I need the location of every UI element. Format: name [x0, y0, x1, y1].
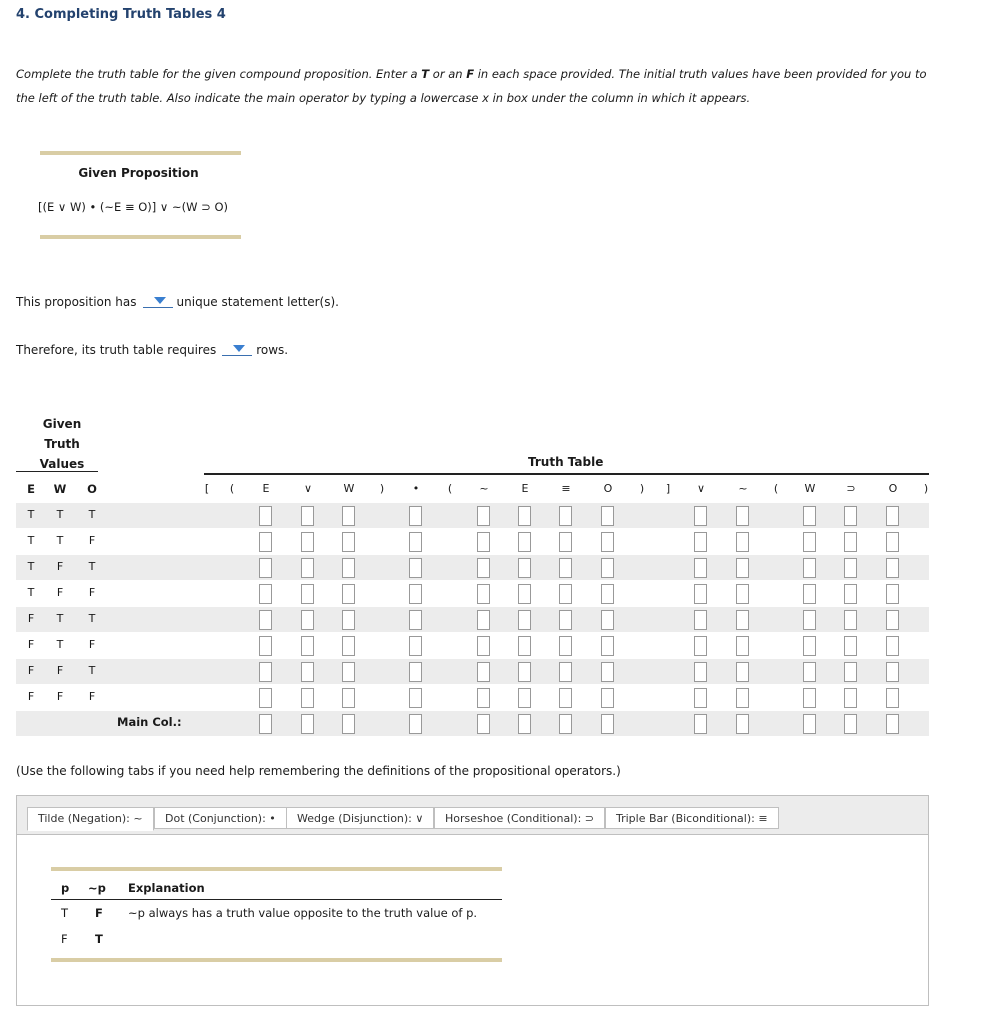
truth-value-input[interactable]: [259, 636, 272, 656]
truth-value-input[interactable]: [601, 636, 614, 656]
given-value: T: [27, 586, 35, 599]
truth-value-input[interactable]: [886, 636, 899, 656]
truth-value-input[interactable]: [803, 584, 816, 604]
truth-value-input[interactable]: [342, 636, 355, 656]
truth-value-input[interactable]: [736, 506, 749, 526]
given-value: F: [27, 690, 35, 703]
given-value: T: [56, 638, 64, 651]
given-value: F: [27, 612, 35, 625]
given-value: T: [88, 508, 96, 521]
main-operator-input[interactable]: [342, 714, 355, 734]
truth-value-input[interactable]: [477, 532, 490, 552]
truth-value-input[interactable]: [844, 584, 857, 604]
row-background: [16, 659, 929, 684]
table-header-cell: ): [639, 482, 645, 495]
truth-value-input[interactable]: [477, 610, 490, 630]
given-value: F: [56, 586, 64, 599]
truth-value-input[interactable]: [694, 584, 707, 604]
divider: [40, 235, 241, 239]
negation-header-explanation: Explanation: [128, 881, 205, 895]
truth-value-input[interactable]: [342, 532, 355, 552]
truth-value-input[interactable]: [559, 584, 572, 604]
truth-value-input[interactable]: [409, 584, 422, 604]
given-value: T: [88, 664, 96, 677]
row-background: [16, 555, 929, 580]
truth-value-input[interactable]: [559, 688, 572, 708]
main-operator-input[interactable]: [886, 714, 899, 734]
given-value: T: [27, 560, 35, 573]
truth-value-input[interactable]: [803, 610, 816, 630]
given-value: T: [88, 612, 96, 625]
truth-value-input[interactable]: [409, 506, 422, 526]
given-label-line: Truth: [44, 437, 80, 451]
truth-table-label: Truth Table: [528, 455, 604, 469]
truth-value-input[interactable]: [844, 662, 857, 682]
given-value: F: [56, 690, 64, 703]
tab-wedge[interactable]: Wedge (Disjunction): ∨: [286, 807, 434, 829]
truth-value-input[interactable]: [886, 532, 899, 552]
truth-value-input[interactable]: [559, 532, 572, 552]
given-header-o: O: [87, 482, 97, 496]
truth-value-input[interactable]: [736, 584, 749, 604]
truth-value-input[interactable]: [844, 558, 857, 578]
truth-value-input[interactable]: [259, 584, 272, 604]
table-header-cell: ≡: [561, 482, 571, 495]
truth-value-input[interactable]: [518, 662, 531, 682]
tab-horseshoe[interactable]: Horseshoe (Conditional): ⊃: [434, 807, 605, 829]
negation-row-not-p: T: [95, 932, 103, 946]
statement-letters-label: This proposition has: [16, 295, 137, 309]
main-operator-input[interactable]: [803, 714, 816, 734]
given-value: F: [88, 534, 96, 547]
truth-value-input[interactable]: [518, 688, 531, 708]
table-header-cell: E: [262, 482, 270, 495]
truth-value-input[interactable]: [259, 610, 272, 630]
truth-value-input[interactable]: [259, 506, 272, 526]
divider: [204, 473, 929, 475]
truth-value-input[interactable]: [559, 558, 572, 578]
main-operator-input[interactable]: [477, 714, 490, 734]
truth-value-input[interactable]: [736, 610, 749, 630]
rows-question: [16, 343, 288, 357]
table-header-cell: ∨: [303, 482, 313, 495]
instructions-t: T: [421, 67, 430, 81]
truth-value-input[interactable]: [477, 584, 490, 604]
table-header-cell: ]: [665, 482, 671, 495]
truth-value-input[interactable]: [803, 532, 816, 552]
truth-value-input[interactable]: [301, 662, 314, 682]
statement-letters-question: [16, 295, 339, 309]
table-header-cell: (: [229, 482, 235, 495]
table-header-cell: ⊃: [846, 482, 856, 495]
table-header-cell: ): [923, 482, 929, 495]
truth-value-input[interactable]: [844, 532, 857, 552]
given-value: F: [88, 638, 96, 651]
truth-value-input[interactable]: [301, 506, 314, 526]
truth-value-input[interactable]: [886, 558, 899, 578]
given-value: T: [56, 534, 64, 547]
tab-strip: [17, 796, 928, 835]
truth-value-input[interactable]: [694, 506, 707, 526]
divider: [16, 471, 98, 472]
truth-value-input[interactable]: [803, 636, 816, 656]
given-label-line: Given: [42, 417, 82, 431]
truth-value-input[interactable]: [559, 662, 572, 682]
main-operator-input[interactable]: [694, 714, 707, 734]
truth-value-input[interactable]: [886, 584, 899, 604]
table-header-cell: ∨: [696, 482, 706, 495]
operator-tabs-panel: [16, 795, 929, 1006]
truth-value-input[interactable]: [694, 688, 707, 708]
tab-dot[interactable]: Dot (Conjunction): •: [154, 807, 287, 829]
truth-value-input[interactable]: [301, 688, 314, 708]
truth-value-input[interactable]: [844, 636, 857, 656]
main-operator-input[interactable]: [844, 714, 857, 734]
rows-dropdown[interactable]: [222, 343, 252, 356]
tab-triple-bar[interactable]: Triple Bar (Biconditional): ≡: [605, 807, 779, 829]
truth-value-input[interactable]: [409, 610, 422, 630]
help-note: (Use the following tabs if you need help remembering the definitions of the propositional operators.): [16, 764, 621, 778]
main-operator-input[interactable]: [259, 714, 272, 734]
table-header-cell: ~: [738, 482, 748, 495]
given-value: T: [27, 508, 35, 521]
given-proposition: [(E ∨ W) • (~E ≡ O)] ∨ ~(W ⊃ O): [38, 200, 228, 214]
table-header-cell: ~: [479, 482, 489, 495]
truth-value-input[interactable]: [601, 610, 614, 630]
negation-definition: [51, 867, 502, 871]
truth-value-input[interactable]: [477, 662, 490, 682]
truth-value-input[interactable]: [736, 636, 749, 656]
table-header-cell: (: [773, 482, 779, 495]
statement-letters-suffix: unique statement letter(s).: [176, 295, 339, 309]
truth-value-input[interactable]: [259, 662, 272, 682]
truth-value-input[interactable]: [301, 532, 314, 552]
row-background: [16, 607, 929, 632]
given-proposition-heading: Given Proposition: [78, 166, 199, 180]
table-header-cell: W: [804, 482, 816, 495]
truth-value-input[interactable]: [301, 558, 314, 578]
table-header-cell: [: [204, 482, 210, 495]
truth-value-input[interactable]: [301, 584, 314, 604]
main-operator-input[interactable]: [601, 714, 614, 734]
row-background: [16, 503, 929, 528]
negation-row-not-p: F: [95, 906, 103, 920]
table-header-cell: E: [521, 482, 529, 495]
instructions: [16, 62, 946, 110]
tab-tilde[interactable]: Tilde (Negation): ~: [27, 807, 154, 831]
given-proposition-panel: [40, 151, 241, 239]
instructions-f: F: [466, 67, 475, 81]
divider: [51, 899, 502, 900]
truth-value-input[interactable]: [518, 506, 531, 526]
page-title: 4. Completing Truth Tables 4: [16, 7, 226, 22]
truth-value-input[interactable]: [601, 662, 614, 682]
truth-value-input[interactable]: [342, 506, 355, 526]
main-operator-input[interactable]: [518, 714, 531, 734]
truth-value-input[interactable]: [342, 662, 355, 682]
given-value: F: [88, 690, 96, 703]
negation-header-p: p: [61, 881, 70, 895]
truth-value-input[interactable]: [601, 532, 614, 552]
truth-value-input[interactable]: [601, 558, 614, 578]
statement-letters-dropdown[interactable]: [143, 295, 173, 308]
negation-header-not-p: ~p: [88, 881, 106, 895]
truth-value-input[interactable]: [736, 532, 749, 552]
truth-value-input[interactable]: [301, 610, 314, 630]
table-header-cell: (: [447, 482, 453, 495]
given-value: F: [88, 586, 96, 599]
table-header-cell: •: [412, 482, 420, 495]
truth-value-input[interactable]: [518, 584, 531, 604]
main-operator-input[interactable]: [736, 714, 749, 734]
truth-value-input[interactable]: [342, 584, 355, 604]
truth-value-input[interactable]: [694, 558, 707, 578]
given-truth-values-label: [32, 414, 92, 474]
truth-value-input[interactable]: [694, 662, 707, 682]
negation-row-p: T: [61, 906, 69, 920]
truth-value-input[interactable]: [844, 610, 857, 630]
truth-value-input[interactable]: [477, 636, 490, 656]
truth-value-input[interactable]: [601, 506, 614, 526]
truth-value-input[interactable]: [803, 506, 816, 526]
truth-value-input[interactable]: [694, 532, 707, 552]
truth-value-input[interactable]: [301, 636, 314, 656]
instructions-text-1: Complete the truth table for the given compound proposition. Enter a: [16, 67, 422, 81]
given-value: T: [27, 534, 35, 547]
truth-value-input[interactable]: [844, 688, 857, 708]
divider: [40, 151, 241, 155]
truth-value-input[interactable]: [736, 662, 749, 682]
main-column-label: Main Col.:: [117, 715, 182, 729]
rows-suffix: rows.: [256, 343, 289, 357]
given-value: F: [27, 664, 35, 677]
truth-value-input[interactable]: [803, 688, 816, 708]
main-operator-input[interactable]: [559, 714, 572, 734]
truth-value-input[interactable]: [886, 688, 899, 708]
given-value: T: [56, 612, 64, 625]
given-header-w: W: [53, 482, 67, 496]
truth-value-input[interactable]: [518, 558, 531, 578]
truth-value-input[interactable]: [559, 610, 572, 630]
main-operator-input[interactable]: [409, 714, 422, 734]
truth-value-input[interactable]: [259, 558, 272, 578]
truth-value-input[interactable]: [736, 688, 749, 708]
truth-value-input[interactable]: [518, 532, 531, 552]
given-header-e: E: [27, 482, 35, 496]
truth-value-input[interactable]: [342, 688, 355, 708]
truth-value-input[interactable]: [342, 558, 355, 578]
divider: [51, 867, 502, 871]
truth-value-input[interactable]: [259, 532, 272, 552]
truth-value-input[interactable]: [259, 688, 272, 708]
rows-label: Therefore, its truth table requires: [16, 343, 217, 357]
truth-value-input[interactable]: [803, 558, 816, 578]
divider: [51, 958, 502, 962]
given-label-line: Values: [39, 457, 85, 471]
negation-row-p: F: [61, 932, 68, 946]
given-value: F: [56, 560, 64, 573]
truth-value-input[interactable]: [409, 688, 422, 708]
truth-value-input[interactable]: [559, 506, 572, 526]
truth-value-input[interactable]: [736, 558, 749, 578]
instructions-text-2: or an: [429, 67, 467, 81]
truth-value-input[interactable]: [886, 610, 899, 630]
table-header-cell: W: [343, 482, 355, 495]
given-value: F: [27, 638, 35, 651]
truth-value-input[interactable]: [409, 532, 422, 552]
truth-value-input[interactable]: [601, 688, 614, 708]
truth-value-input[interactable]: [694, 610, 707, 630]
truth-value-input[interactable]: [409, 662, 422, 682]
truth-value-input[interactable]: [477, 506, 490, 526]
truth-value-input[interactable]: [342, 610, 355, 630]
truth-value-input[interactable]: [844, 506, 857, 526]
truth-value-input[interactable]: [601, 584, 614, 604]
negation-explanation: ~p always has a truth value opposite to the truth value of p.: [128, 906, 478, 920]
truth-value-input[interactable]: [559, 636, 572, 656]
given-value: T: [88, 560, 96, 573]
truth-value-input[interactable]: [886, 506, 899, 526]
truth-value-input[interactable]: [477, 688, 490, 708]
table-header-cell: ): [379, 482, 385, 495]
truth-value-input[interactable]: [477, 558, 490, 578]
truth-value-input[interactable]: [518, 610, 531, 630]
table-header-cell: O: [603, 482, 613, 495]
truth-value-input[interactable]: [694, 636, 707, 656]
instructions-text-3: in each space provided. The initial truth values have been provided for you to the left of the truth table. Also indicate the main operator by typing a lowercase x in box under the column in which it appears.: [16, 67, 927, 105]
truth-value-input[interactable]: [518, 636, 531, 656]
table-header-cell: O: [888, 482, 898, 495]
given-value: T: [56, 508, 64, 521]
truth-value-input[interactable]: [409, 636, 422, 656]
given-value: F: [56, 664, 64, 677]
truth-value-input[interactable]: [886, 662, 899, 682]
truth-value-input[interactable]: [409, 558, 422, 578]
truth-value-input[interactable]: [803, 662, 816, 682]
main-operator-input[interactable]: [301, 714, 314, 734]
